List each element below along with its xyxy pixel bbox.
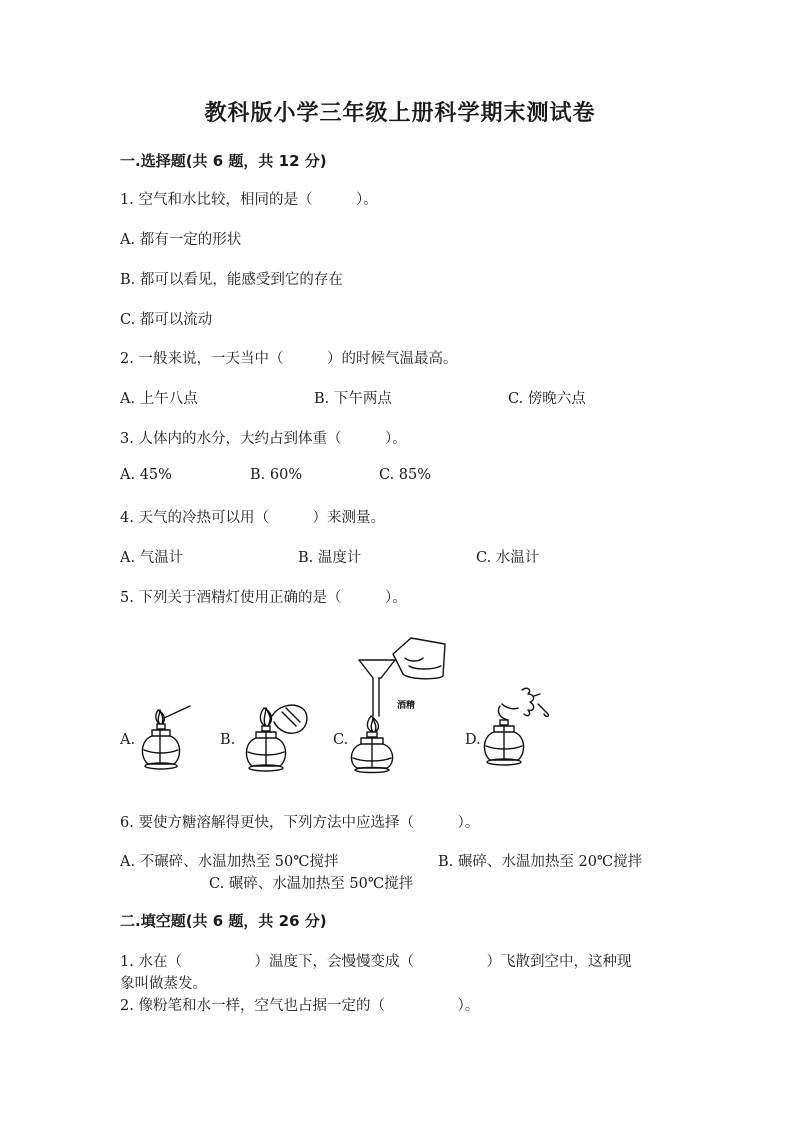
alcohol-lamp-blown-out-icon <box>478 682 568 772</box>
question-2-stem: 2. 一般来说，一天当中（ ）的时候气温最高。 <box>120 351 458 367</box>
question-4-option-a: A. 气温计 <box>120 550 184 566</box>
question-1-option-a: A. 都有一定的形状 <box>120 232 242 248</box>
question-3-option-a: A. 45% <box>120 467 172 483</box>
question-4-stem: 4. 天气的冷热可以用（ ）来测量。 <box>120 510 385 526</box>
question-5-option-a: A. <box>120 732 136 748</box>
question-1-option-c: C. 都可以流动 <box>120 312 213 328</box>
fill-question-1-line-2: 象叫做蒸发。 <box>120 976 207 992</box>
question-3-option-b: B. 60% <box>250 467 303 483</box>
question-2-option-c: C. 傍晚六点 <box>508 391 586 407</box>
question-4-option-c: C. 水温计 <box>476 550 540 566</box>
alcohol-lamp-lit-from-another-lamp-icon <box>238 688 318 772</box>
question-2-option-a: A. 上午八点 <box>120 391 198 407</box>
question-6-option-c: C. 碾碎、水温加热至 50℃搅拌 <box>209 876 414 892</box>
fill-question-2-stem: 2. 像粉笔和水一样，空气也占据一定的（ ）。 <box>120 998 480 1014</box>
beaker-label-text: 酒精 <box>397 701 416 711</box>
alcohol-lamp-lit-with-match-icon <box>138 700 198 772</box>
question-6-stem: 6. 要使方糖溶解得更快，下列方法中应选择（ ）。 <box>120 815 480 831</box>
question-5-option-b: B. <box>220 732 236 748</box>
question-5-option-d: D. <box>465 732 481 748</box>
question-6-option-b: B. 碾碎、水温加热至 20℃搅拌 <box>438 854 643 870</box>
page-title: 教科版小学三年级上册科学期末测试卷 <box>204 101 596 126</box>
question-3-stem: 3. 人体内的水分，大约占到体重（ ）。 <box>120 431 407 447</box>
question-5-stem: 5. 下列关于酒精灯使用正确的是（ ）。 <box>120 590 407 606</box>
question-1-option-b: B. 都可以看见，能感受到它的存在 <box>120 272 343 288</box>
question-1-stem: 1. 空气和水比较，相同的是（ ）。 <box>120 192 378 208</box>
fill-question-1-line-1: 1. 水在（ ）温度下，会慢慢变成（ ）飞散到空中，这种现 <box>120 954 632 970</box>
question-5-option-c: C. <box>333 732 349 748</box>
section-heading-choice: 一.选择题(共 6 题，共 12 分) <box>120 152 327 170</box>
alcohol-lamp-refill-with-funnel-icon <box>353 636 463 772</box>
question-3-option-c: C. 85% <box>379 467 432 483</box>
question-2-option-b: B. 下午两点 <box>314 391 392 407</box>
question-6-option-a: A. 不碾碎、水温加热至 50℃搅拌 <box>120 854 339 870</box>
question-4-option-b: B. 温度计 <box>298 550 362 566</box>
section-heading-fill-blank: 二.填空题(共 6 题，共 26 分) <box>120 912 327 930</box>
